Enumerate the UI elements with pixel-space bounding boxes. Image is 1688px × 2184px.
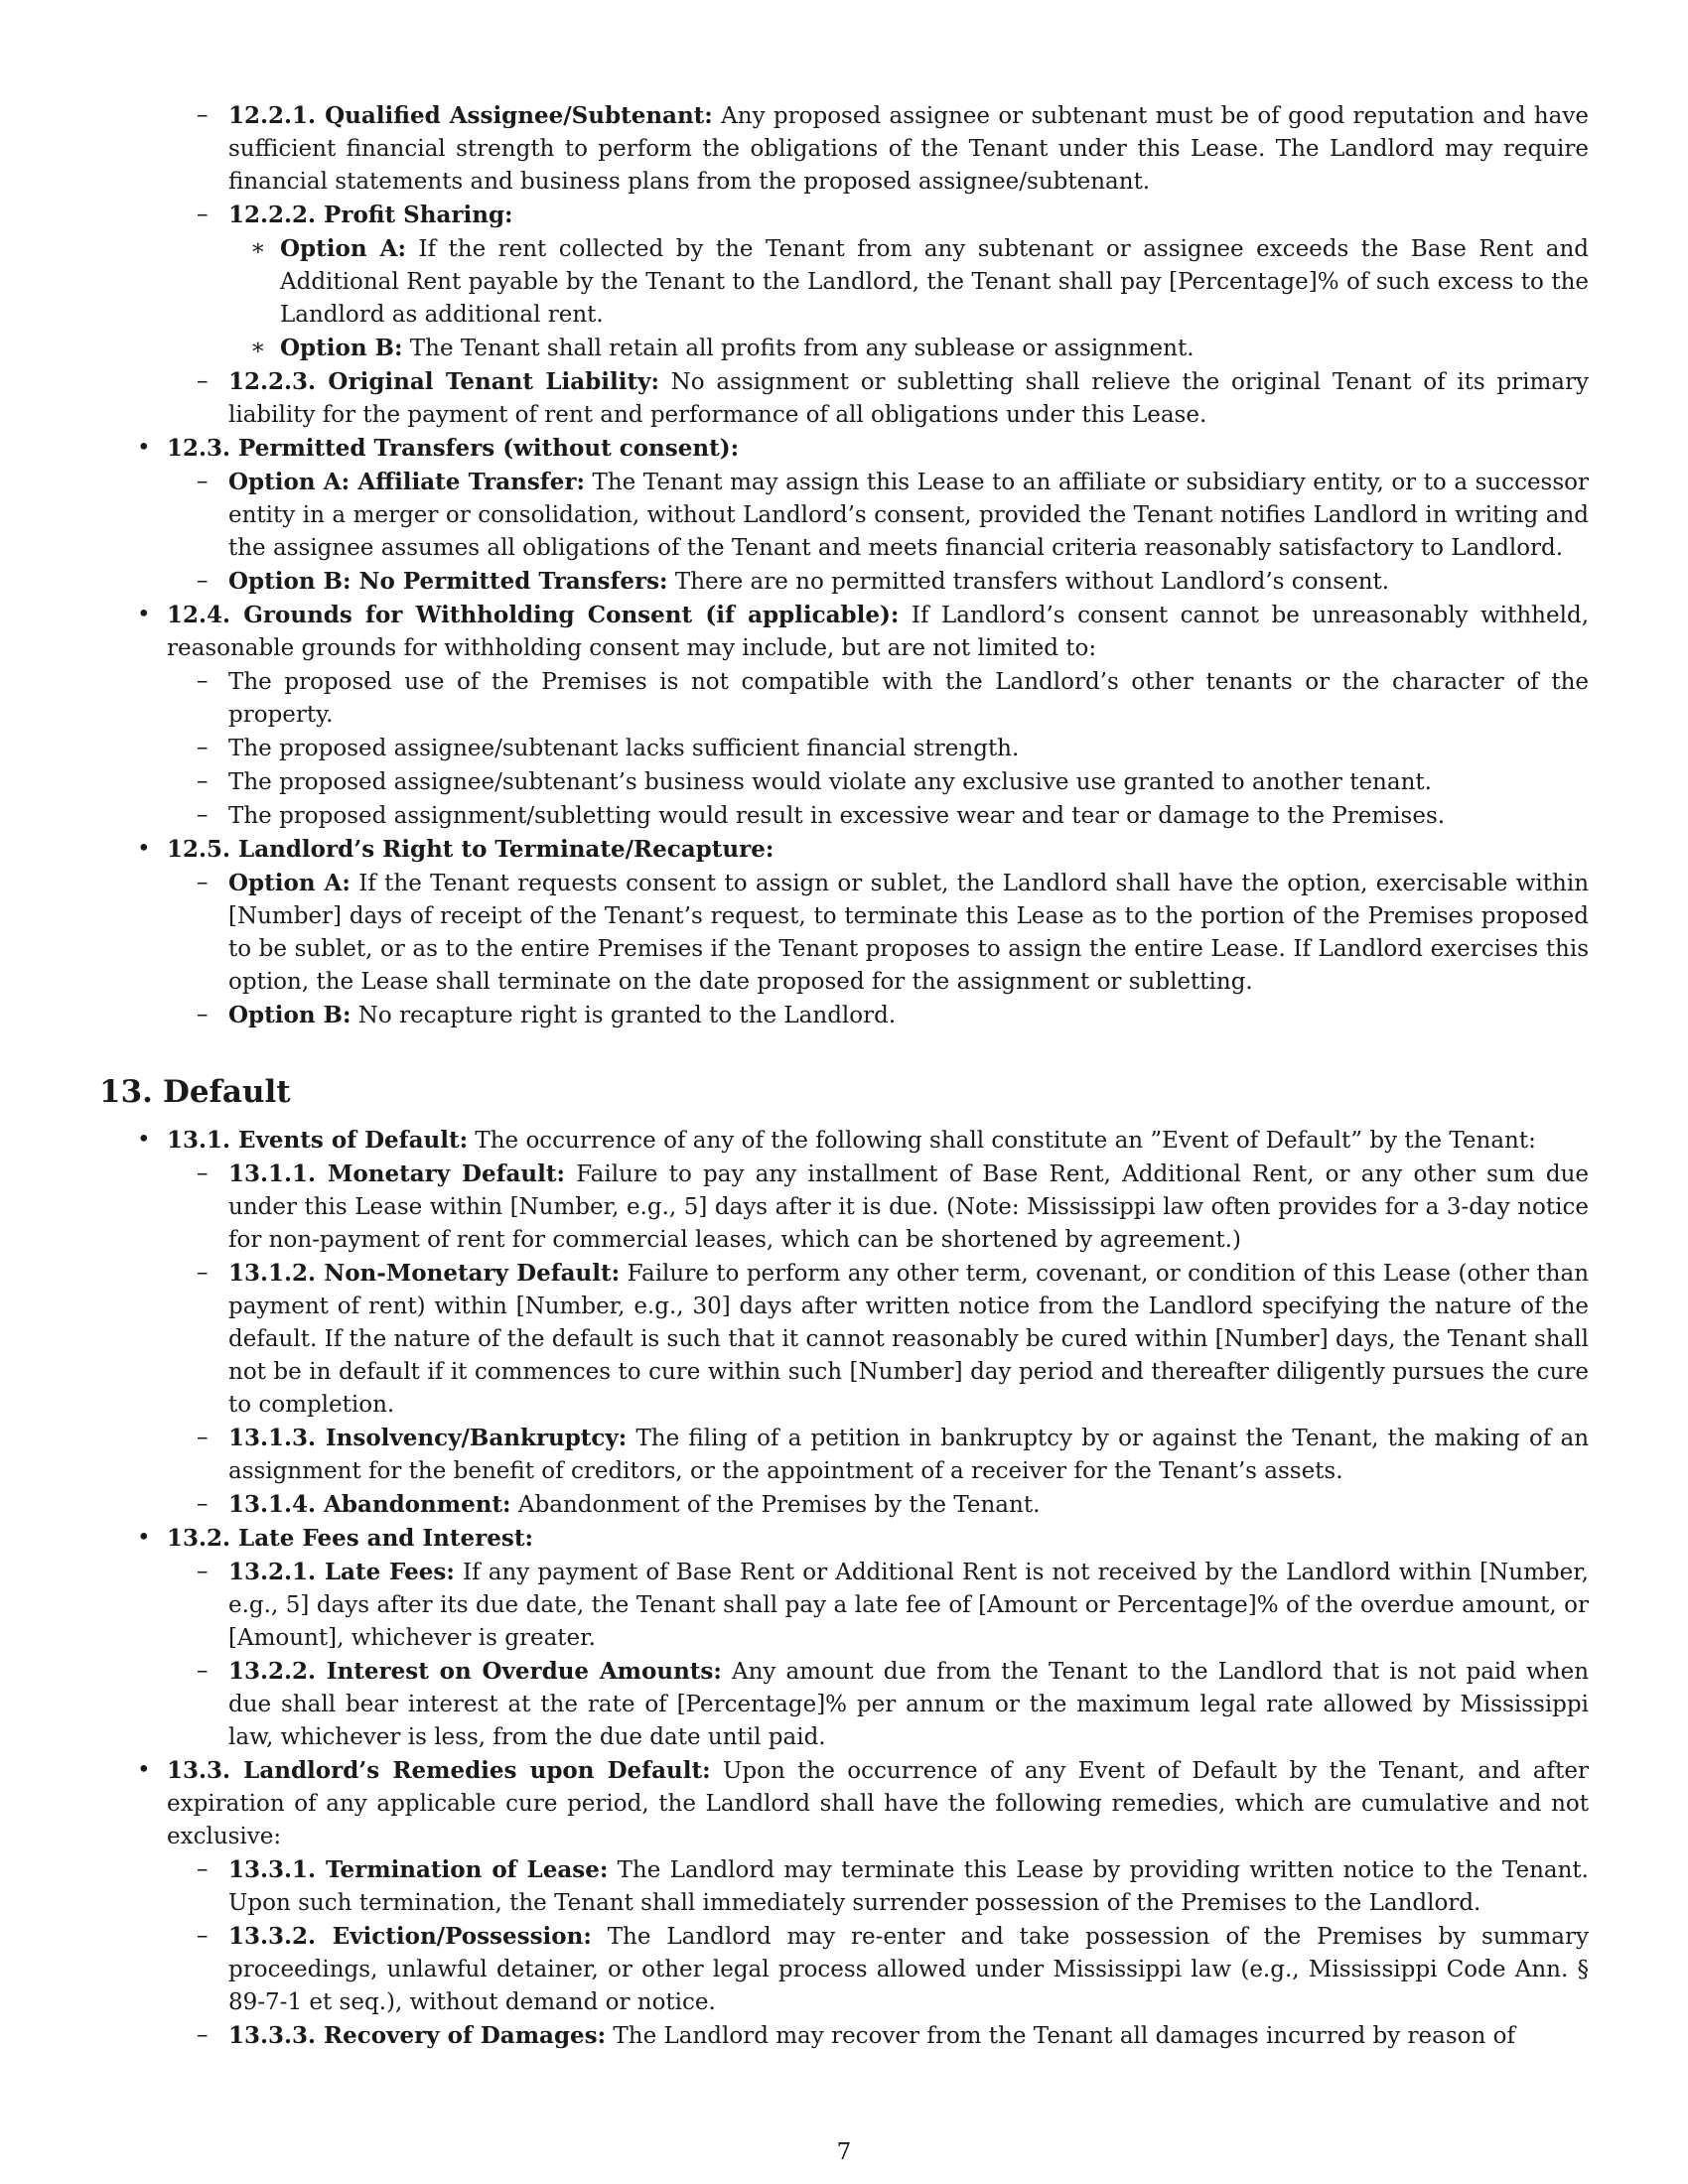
item-text: The proposed assignee/subtenant lacks sufficient financial strength. [228, 736, 1020, 761]
item-label: 13.3.1. Termination of Lease: [228, 1856, 609, 1883]
section-12-list [99, 99, 1589, 1032]
list-marker: – [197, 870, 209, 895]
list-marker: • [137, 602, 151, 627]
item-text: The Landlord may terminate this Lease by providing written notice to the Tenant. Upon such termination, the Tenant shall immediately surrender possession of the Premises to the Landlord. [228, 1857, 1589, 1916]
list-marker: ∗ [250, 335, 266, 360]
list-item [99, 1655, 1589, 1754]
list-marker: – [197, 568, 209, 594]
item-label: Option A: [280, 235, 407, 262]
list-marker: ∗ [250, 235, 266, 261]
item-label: Option A: Affiliate Transfer: [228, 469, 585, 495]
item-text: If any payment of Base Rent or Additional Rent is not received by the Landlord within [Number, e.g., 5] days after its due date, the Tenant shall pay a late fee of [Amount or Percentage]% of the overdue amount, or [Amount], whichever is greater. [228, 1560, 1589, 1651]
list-marker: – [197, 802, 209, 828]
list-marker: – [197, 1002, 209, 1027]
list-marker: – [197, 1491, 209, 1517]
item-text: The occurrence of any of the following shall constitute an ”Event of Default” by the Tenant: [475, 1128, 1536, 1154]
section-title: Default [162, 1074, 291, 1110]
list-item [99, 466, 1589, 565]
item-label: 13.1.1. Monetary Default: [228, 1160, 565, 1187]
item-text: If the Tenant requests consent to assign or sublet, the Landlord shall have the option, exercisable within [Number] days of receipt of the Tenant’s request, to terminate this Lease as to the portion of the Premises proposed to be sublet, or as to the entire Premises if the Tenant proposes to assign the entire Lease. If Landlord exercises this option, the Lease shall terminate on the date proposed for the assignment or subletting. [228, 871, 1590, 995]
item-text: Failure to perform any other term, covenant, or condition of this Lease (other than payment of rent) within [Number, e.g., 30] days after written notice from the Landlord specifying the nature of the default. If the nature of the default is such that it cannot reasonably be cured within [Number] days, the Tenant shall not be in default if it commences to cure within such [Number] day period and thereafter diligently pursues the cure to completion. [228, 1261, 1590, 1418]
item-label: 13.3.2. Eviction/Possession: [228, 1923, 592, 1950]
item-label: 13.1.3. Insolvency/Bankruptcy: [228, 1425, 628, 1451]
list-marker: – [197, 668, 209, 694]
list-item [99, 2019, 1589, 2053]
item-text: The proposed assignment/subletting would result in excessive wear and tear or damage to the Premises. [228, 803, 1446, 829]
item-label: 13.3. Landlord’s Remedies upon Default: [167, 1757, 711, 1784]
item-text: Any proposed assignee or subtenant must be of good reputation and have sufficient financial strength to perform the obligations of the Tenant under this Lease. The Landlord may require financial statements and business plans from the proposed assignee/subtenant. [228, 103, 1589, 195]
list-item [99, 1257, 1589, 1422]
item-text: The Tenant may assign this Lease to an affiliate or subsidiary entity, or to a successor entity in a merger or consolidation, without Landlord’s consent, provided the Tenant notifies Landlord in writing and the assignee assumes all obligations of the Tenant and meets financial criteria reasonably satisfactory to Landlord. [228, 470, 1590, 561]
list-item [99, 365, 1589, 432]
list-marker: – [197, 1856, 209, 1882]
item-label: Option A: [228, 870, 351, 896]
item-text: The filing of a petition in bankruptcy by or against the Tenant, the making of an assignment for the benefit of creditors, or the appointment of a receiver for the Tenant’s assets. [228, 1426, 1590, 1484]
list-item [99, 799, 1589, 833]
list-marker: – [197, 1425, 209, 1450]
list-item [99, 732, 1589, 765]
section-number: 13. [99, 1074, 153, 1110]
list-item [99, 1556, 1589, 1655]
list-marker: – [197, 1160, 209, 1186]
section-13-list [99, 1124, 1589, 2053]
list-item [99, 599, 1589, 665]
list-item [99, 1158, 1589, 1257]
list-marker: – [197, 1658, 209, 1684]
list-marker: • [137, 1757, 151, 1783]
item-label: 12.3. Permitted Transfers (without consent): [167, 435, 740, 462]
item-label: 13.2.2. Interest on Overdue Amounts: [228, 1658, 722, 1685]
item-text: There are no permitted transfers without Landlord’s consent. [674, 569, 1390, 595]
list-marker: – [197, 368, 209, 394]
list-item [99, 765, 1589, 799]
item-text: The Tenant shall retain all profits from any sublease or assignment. [409, 336, 1195, 361]
item-label: 13.1.4. Abandonment: [228, 1491, 511, 1518]
item-text: The Landlord may recover from the Tenant all damages incurred by reason of [613, 2023, 1515, 2049]
item-text: The proposed use of the Premises is not compatible with the Landlord’s other tenants or the character of the property. [228, 669, 1589, 728]
item-label: 13.1.2. Non-Monetary Default: [228, 1260, 621, 1287]
list-marker: – [197, 1260, 209, 1286]
item-text: If the rent collected by the Tenant from any subtenant or assignee exceeds the Base Rent and Additional Rent payable by the Tenant to the Landlord, the Tenant shall pay [Percentage]% of such excess to the Landlord as additional rent. [280, 236, 1590, 328]
item-text: If Landlord’s consent cannot be unreasonably withheld, reasonable grounds for withholding consent may include, but are not limited to: [167, 603, 1590, 661]
list-item [99, 1853, 1589, 1920]
list-item [99, 332, 1589, 365]
item-label: 13.3.3. Recovery of Damages: [228, 2022, 607, 2049]
list-marker: • [137, 1525, 151, 1551]
list-item [99, 99, 1589, 199]
list-marker: – [197, 202, 209, 227]
item-label: 13.2.1. Late Fees: [228, 1559, 455, 1585]
item-text: The proposed assignee/subtenant’s business would violate any exclusive use granted to another tenant. [228, 769, 1432, 795]
item-label: 12.2.1. Qualified Assignee/Subtenant: [228, 102, 713, 129]
item-text: Failure to pay any installment of Base Rent, Additional Rent, or any other sum due under this Lease within [Number, e.g., 5] days after it is due. (Note: Mississippi law often provides for a 3-day notice for non-payment of rent for commercial leases, which can be shortened by agreement.) [228, 1161, 1589, 1253]
item-label: 13.2. Late Fees and Interest: [167, 1525, 533, 1552]
list-marker: • [137, 435, 151, 461]
list-item [99, 199, 1589, 232]
list-marker: • [137, 1127, 151, 1153]
list-item [99, 1124, 1589, 1158]
list-item [99, 565, 1589, 599]
item-text: The Landlord may re-enter and take possession of the Premises by summary proceedings, unlawful detainer, or other legal process allowed under Mississippi law (e.g., Mississippi Code Ann. § 89-7-1 et seq.), without demand or notice. [228, 1924, 1589, 2015]
page-number: 7 [836, 2139, 852, 2165]
list-item [99, 432, 1589, 466]
list-item [99, 1920, 1589, 2019]
list-item [99, 232, 1589, 332]
item-text: Any amount due from the Tenant to the Landlord that is not paid when due shall bear interest at the rate of [Percentage]% per annum or the maximum legal rate allowed by Mississippi law, whichever is less, from the due date until paid. [228, 1659, 1590, 1750]
item-label: 12.2.3. Original Tenant Liability: [228, 368, 659, 395]
list-marker: – [197, 768, 209, 794]
list-item [99, 1522, 1589, 1556]
list-marker: – [197, 1559, 209, 1584]
item-text: Abandonment of the Premises by the Tenant. [517, 1492, 1041, 1518]
item-text: Upon the occurrence of any Event of Default by the Tenant, and after expiration of any applicable cure period, the Landlord shall have the following remedies, which are cumulative and not exclusive: [167, 1758, 1590, 1849]
list-marker: – [197, 735, 209, 760]
item-text: No assignment or subletting shall relieve the original Tenant of its primary liability for the payment of rent and performance of all obligations under this Lease. [228, 369, 1589, 428]
item-label: 13.1. Events of Default: [167, 1127, 469, 1154]
item-label: Option B: [280, 335, 403, 361]
list-item [99, 1754, 1589, 1853]
page-content [99, 99, 1589, 2053]
item-label: Option B: No Permitted Transfers: [228, 568, 668, 595]
list-item [99, 867, 1589, 999]
list-item [99, 1422, 1589, 1488]
list-marker: – [197, 1923, 209, 1949]
list-item [99, 1488, 1589, 1522]
item-label: 12.2.2. Profit Sharing: [228, 202, 513, 228]
section-13-heading [99, 1072, 1589, 1112]
list-marker: • [137, 836, 151, 862]
list-marker: – [197, 102, 209, 128]
list-item [99, 833, 1589, 867]
list-marker: – [197, 469, 209, 494]
list-marker: – [197, 2022, 209, 2048]
item-text: No recapture right is granted to the Landlord. [357, 1003, 897, 1028]
list-item [99, 999, 1589, 1032]
item-label: 12.4. Grounds for Withholding Consent (if applicable): [167, 602, 900, 628]
list-item [99, 665, 1589, 732]
item-label: Option B: [228, 1002, 352, 1028]
item-label: 12.5. Landlord’s Right to Terminate/Recapture: [167, 836, 774, 863]
